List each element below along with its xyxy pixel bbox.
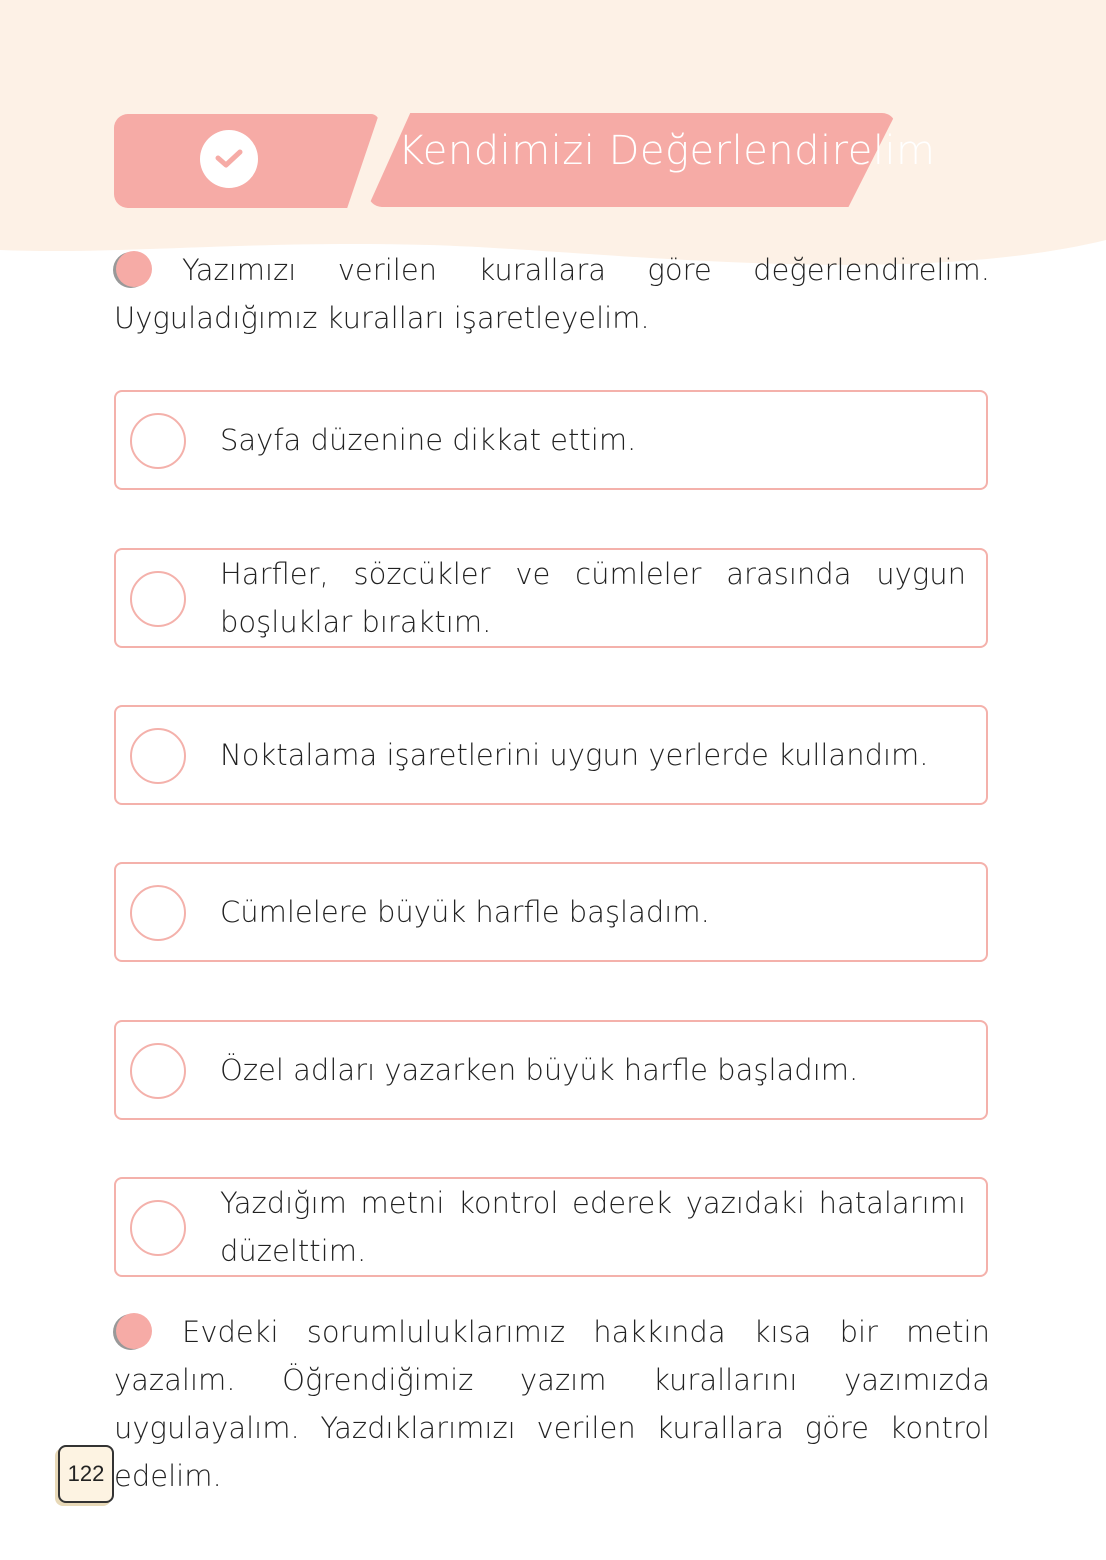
checklist-label: Yazdığım metni kontrol ederek yazıdaki hatalarımı düzelttim. — [220, 1186, 966, 1268]
task-text: Evdeki sorumluluklarımız hakkında kısa bir metin yazalım. Öğrendiğimiz yazım kurallarını yazımızda uygulayalım. Yazdıklarımızı verilen kurallara göre kontrol edelim. — [114, 1315, 990, 1493]
checklist-item[interactable] — [114, 705, 988, 805]
checklist-item[interactable] — [114, 548, 988, 648]
checkbox-circle[interactable] — [130, 413, 186, 469]
checklist-label: Cümlelere büyük harfle başladım. — [220, 895, 710, 929]
checklist-label: Özel adları yazarken büyük harfle başladım. — [220, 1053, 859, 1087]
bullet-icon — [116, 251, 152, 287]
checkbox-circle[interactable] — [130, 728, 186, 784]
checkbox-circle[interactable] — [130, 1200, 186, 1256]
checklist-label: Noktalama işaretlerini uygun yerlerde kullandım. — [220, 738, 929, 772]
checklist-item[interactable] — [114, 862, 988, 962]
checklist-label: Harfler, sözcükler ve cümleler arasında uygun boşluklar bıraktım. — [220, 557, 966, 639]
checklist-item[interactable] — [114, 1020, 988, 1120]
page-number: 122 — [58, 1445, 114, 1503]
checklist-item[interactable] — [114, 390, 988, 490]
page-title: Kendimizi Değerlendirelim — [398, 128, 936, 174]
bullet-icon — [116, 1313, 152, 1349]
checkbox-circle[interactable] — [130, 571, 186, 627]
checklist-label: Sayfa düzenine dikkat ettim. — [220, 423, 637, 457]
checkbox-circle[interactable] — [130, 885, 186, 941]
writing-task — [114, 1308, 990, 1500]
intro-text: Yazımızı verilen kurallara göre değerlendirelim. Uyguladığımız kuralları işaretleyelim. — [114, 253, 990, 335]
checkbox-circle[interactable] — [130, 1043, 186, 1099]
check-circle-icon — [200, 130, 258, 188]
checklist-item[interactable] — [114, 1177, 988, 1277]
intro-instruction — [114, 246, 990, 342]
